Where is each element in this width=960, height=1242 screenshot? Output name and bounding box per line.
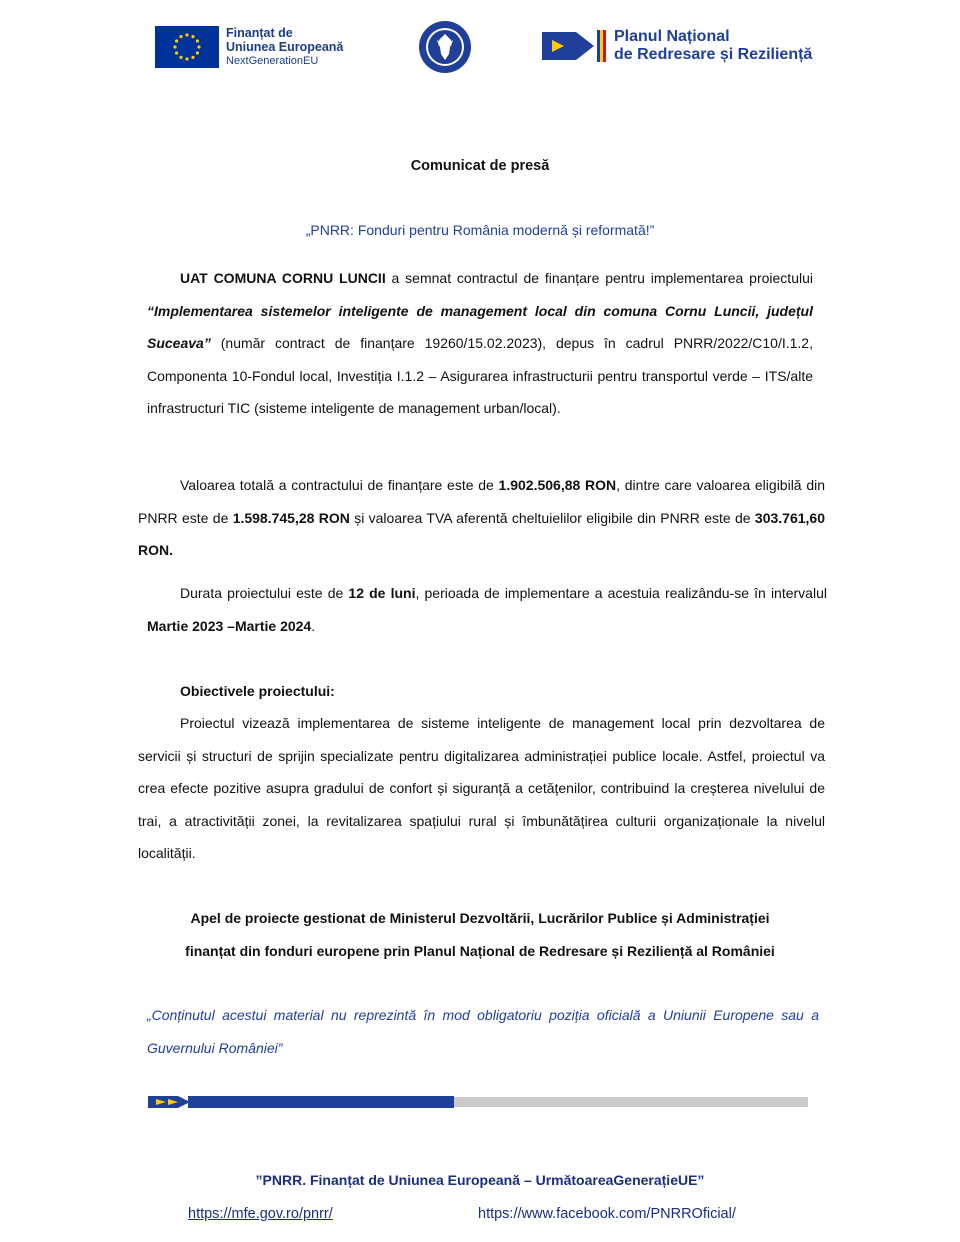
- facebook-link[interactable]: https://www.facebook.com/PNRROficial/: [478, 1206, 736, 1222]
- divider-grey-segment: [454, 1097, 808, 1107]
- p3-text2: , perioada de implementare a acestuia realizându-se în intervalul: [415, 585, 827, 601]
- duration-value: 12 de luni: [348, 585, 416, 601]
- disclaimer: „Conținutul acestui material nu reprezintă în mod obligatoriu poziția oficială a Uniunii Europene sau a Guvernului României”: [147, 1007, 819, 1056]
- eu-label-line2: Uniunea Europeană: [226, 40, 344, 54]
- objectives-heading: Obiectivele proiectului:: [180, 683, 335, 699]
- pnrr-label-line2: de Redresare și Reziliență: [614, 46, 813, 63]
- footer-slogan: ”PNRR. Finanțat de Uniunea Europeană – UrmătoareaGenerațieUE”: [255, 1172, 705, 1188]
- vat-value: 303.761,60 RON.: [138, 509, 825, 559]
- call-line1: Apel de proiecte gestionat de Ministerul Dezvoltării, Lucrărilor Publice și Administrației: [190, 910, 770, 926]
- call-line2: finanțat din fonduri europene prin Planul Național de Redresare și Reziliență al României: [185, 942, 775, 959]
- p3-text1: Durata proiectului este de: [180, 585, 349, 601]
- header: [0, 18, 960, 88]
- pnrr-label-line1: Planul Național: [614, 28, 730, 45]
- p2-text1: Valoarea totală a contractului de finanțare este de: [180, 477, 499, 493]
- paragraph-duration: [147, 577, 827, 642]
- mfe-link[interactable]: https://mfe.gov.ro/pnrr/: [188, 1206, 333, 1222]
- p2-text3: și valoarea TVA aferentă cheltuielilor eligibile din PNRR este de: [349, 509, 755, 526]
- divider-bar: [148, 1096, 808, 1108]
- divider-blue-segment: [188, 1096, 454, 1108]
- total-value: 1.902.506,88 RON: [498, 477, 617, 493]
- eu-label-line1: Finanțat de: [226, 26, 293, 40]
- document-title: Comunicat de presă: [410, 158, 550, 174]
- paragraph-objectives: Proiectul vizează implementarea de sisteme inteligente de management local prin dezvoltarea de servicii și structuri de sprijin specializate pentru digitalizarea administrației publice locale. Astfel, proiectul va crea efecte pozitive asupra gradului de confort și siguranță a cetățenilor, contribuind la creșterea nivelului de trai, a atractivității zonei, la revitalizarea spațiului rural și îmbunătățirea culturii organizaționale la nivelul localității.: [138, 715, 825, 862]
- pnrr-logo: [542, 26, 812, 66]
- slogan: „PNRR: Fonduri pentru România modernă și reformată!”: [305, 222, 655, 238]
- p1-text2: (număr contract de finanțare 19260/15.02.2023), depus în cadrul PNRR/2022/C10/I.1.2, Componenta 10-Fondul local, Investiția I.1.2 – Asigurarea infrastructurii pentru transportul verde – ITS/alte infrastructuri TIC (sisteme inteligente de management urban/local).: [147, 335, 813, 417]
- eu-funding-logo: [155, 26, 343, 68]
- p3-text3: .: [311, 617, 316, 634]
- call-statement: [0, 902, 960, 967]
- government-seal-icon: [418, 20, 472, 74]
- eu-flag-icon: [155, 26, 219, 68]
- divider-arrow-icon: [148, 1096, 190, 1108]
- paragraph-contract: [147, 262, 813, 425]
- paragraph-value: [138, 469, 825, 567]
- p1-text1: a semnat contractul de finanțare pentru implementarea proiectului: [385, 270, 813, 286]
- beneficiary-name: UAT COMUNA CORNU LUNCII: [180, 270, 386, 286]
- eligible-value: 1.598.745,28 RON: [232, 509, 350, 526]
- project-title: “Implementarea sistemelor inteligente de management local din comuna Cornu Luncii, județul Suceava”: [147, 302, 813, 352]
- period-value: Martie 2023 –Martie 2024: [147, 617, 312, 634]
- eu-label-line3: NextGenerationEU: [226, 55, 319, 67]
- pnrr-arrow-icon: [542, 26, 608, 66]
- p2-text2: , dintre care valoarea eligibilă din PNRR este de: [138, 477, 826, 526]
